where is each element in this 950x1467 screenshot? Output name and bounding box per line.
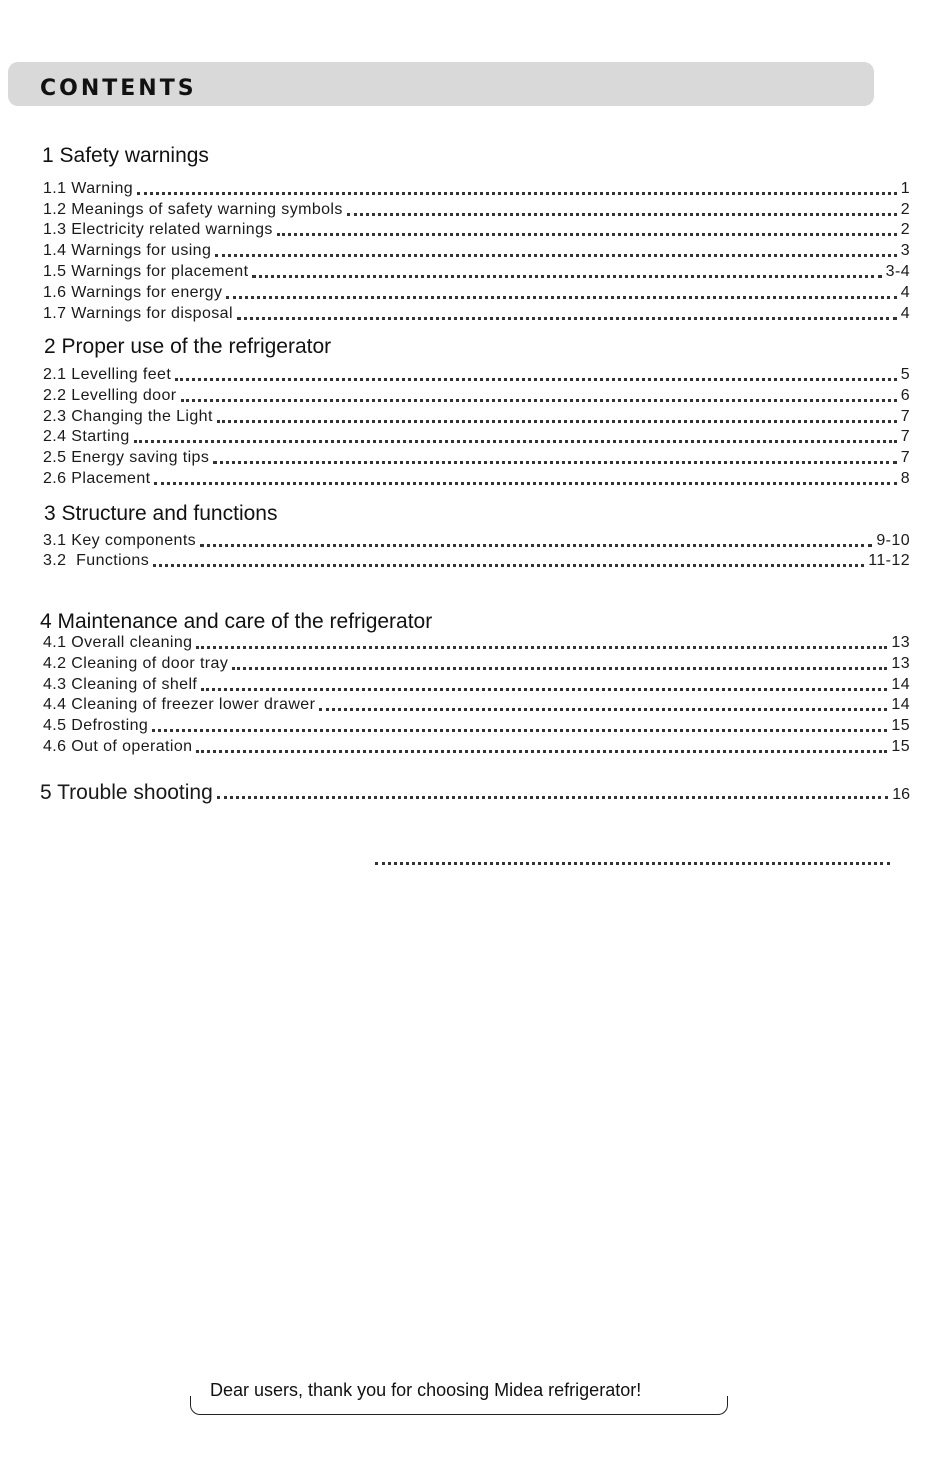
toc-entry-label: 4.2 Cleaning of door tray — [43, 655, 229, 672]
toc-entry-label: 1.4 Warnings for using — [43, 242, 212, 259]
toc-entry[interactable] — [43, 470, 910, 490]
section-heading-maintenance: 4 Maintenance and care of the refrigerator — [40, 610, 433, 633]
dot-leader — [175, 378, 897, 381]
toc-entry-page: 7 — [900, 428, 910, 445]
dot-leader — [134, 440, 897, 443]
toc-entry[interactable] — [43, 242, 910, 262]
toc-entry-page: 15 — [891, 738, 910, 755]
toc-entry[interactable] — [43, 449, 910, 469]
dot-leader — [153, 564, 864, 567]
dot-leader — [215, 254, 896, 257]
dot-leader — [347, 213, 897, 216]
dot-leader — [319, 708, 887, 711]
dot-leader — [181, 399, 897, 402]
dot-leader — [213, 461, 896, 464]
toc-entry-page: 3 — [900, 242, 910, 259]
toc-entry-page: 3-4 — [885, 263, 910, 280]
section-heading-safety-warnings: 1 Safety warnings — [42, 144, 209, 167]
dot-leader — [232, 667, 887, 670]
dot-leader — [201, 688, 887, 691]
section-heading-structure: 3 Structure and functions — [44, 502, 278, 525]
toc-entry[interactable] — [43, 552, 910, 572]
toc-entry-page: 6 — [900, 387, 910, 404]
toc-entry-label: 4.4 Cleaning of freezer lower drawer — [43, 696, 316, 713]
dot-leader — [226, 296, 896, 299]
dot-leader — [217, 420, 897, 423]
dot-leader — [152, 729, 887, 732]
toc-entry[interactable] — [43, 717, 910, 737]
contents-header-bar — [8, 62, 874, 106]
toc-entry[interactable] — [43, 305, 910, 325]
toc-entry[interactable] — [43, 408, 910, 428]
toc-entry-page: 13 — [891, 655, 910, 672]
toc-entry-page: 4 — [900, 284, 910, 301]
dot-leader — [237, 317, 897, 320]
dot-leader — [375, 862, 890, 865]
toc-entry-page: 9-10 — [876, 532, 910, 549]
page-title: CONTENTS — [40, 76, 197, 101]
toc-entry-label: 4.6 Out of operation — [43, 738, 193, 755]
toc-entry-label: 3.1 Key components — [43, 532, 197, 549]
toc-entry[interactable] — [43, 387, 910, 407]
toc-entry[interactable] — [43, 532, 910, 552]
dot-leader — [217, 796, 888, 799]
toc-entry-label: 2.5 Energy saving tips — [43, 449, 210, 466]
toc-entry-label: 2.1 Levelling feet — [43, 366, 172, 383]
toc-entry-label: 4.5 Defrosting — [43, 717, 149, 734]
toc-entry-page: 4 — [900, 305, 910, 322]
toc-entry-page: 7 — [900, 449, 910, 466]
toc-entry[interactable] — [43, 738, 910, 758]
toc-entry-page: 16 — [892, 786, 910, 803]
toc-entry-label: 5 Trouble shooting — [40, 781, 213, 804]
toc-entry-page: 1 — [900, 180, 910, 197]
dot-leader — [200, 544, 872, 547]
toc-entry-label: 1.2 Meanings of safety warning symbols — [43, 201, 343, 218]
dot-leader — [252, 275, 881, 278]
dot-leader — [196, 750, 887, 753]
dot-leader — [137, 192, 897, 195]
toc-entry-label: 3.2 Functions — [43, 552, 150, 569]
toc-entry-page: 13 — [891, 634, 910, 651]
toc-entry-page: 8 — [900, 470, 910, 487]
toc-entry-label: 4.3 Cleaning of shelf — [43, 676, 198, 693]
toc-entry-page: 14 — [891, 696, 910, 713]
toc-entry-label: 4.1 Overall cleaning — [43, 634, 193, 651]
toc-entry-page: 11-12 — [868, 552, 910, 569]
toc-entry[interactable] — [43, 428, 910, 448]
toc-entry-label: 1.5 Warnings for placement — [43, 263, 249, 280]
toc-entry[interactable] — [43, 221, 910, 241]
dot-leader — [277, 233, 897, 236]
dot-leader — [196, 646, 887, 649]
toc-entry-label: 2.6 Placement — [43, 470, 151, 487]
toc-entry-page: 5 — [900, 366, 910, 383]
toc-entry[interactable] — [43, 634, 910, 654]
toc-entry[interactable] — [43, 201, 910, 221]
toc-entry-page: 2 — [900, 201, 910, 218]
toc-entry-label: 2.2 Levelling door — [43, 387, 177, 404]
toc-entry[interactable] — [43, 676, 910, 696]
toc-entry-label: 1.1 Warning — [43, 180, 134, 197]
toc-entry-trouble-shooting[interactable] — [40, 781, 910, 807]
toc-entry-label: 2.4 Starting — [43, 428, 130, 445]
toc-entry[interactable] — [43, 263, 910, 283]
section-heading-proper-use: 2 Proper use of the refrigerator — [44, 335, 332, 358]
toc-entry[interactable] — [43, 180, 910, 200]
footer-message: Dear users, thank you for choosing Midea refrigerator! — [210, 1380, 642, 1400]
toc-entry[interactable] — [43, 366, 910, 386]
toc-entry-label: 2.3 Changing the Light — [43, 408, 213, 425]
toc-entry-page: 15 — [891, 717, 910, 734]
dot-leader — [154, 482, 896, 485]
toc-entry[interactable] — [43, 655, 910, 675]
toc-entry-label: 1.6 Warnings for energy — [43, 284, 223, 301]
toc-entry-page: 2 — [900, 221, 910, 238]
toc-entry-label: 1.3 Electricity related warnings — [43, 221, 273, 238]
toc-entry-page: 7 — [900, 408, 910, 425]
toc-entry-label: 1.7 Warnings for disposal — [43, 305, 233, 322]
toc-entry-page: 14 — [891, 676, 910, 693]
toc-entry[interactable] — [43, 696, 910, 716]
toc-entry[interactable] — [43, 284, 910, 304]
